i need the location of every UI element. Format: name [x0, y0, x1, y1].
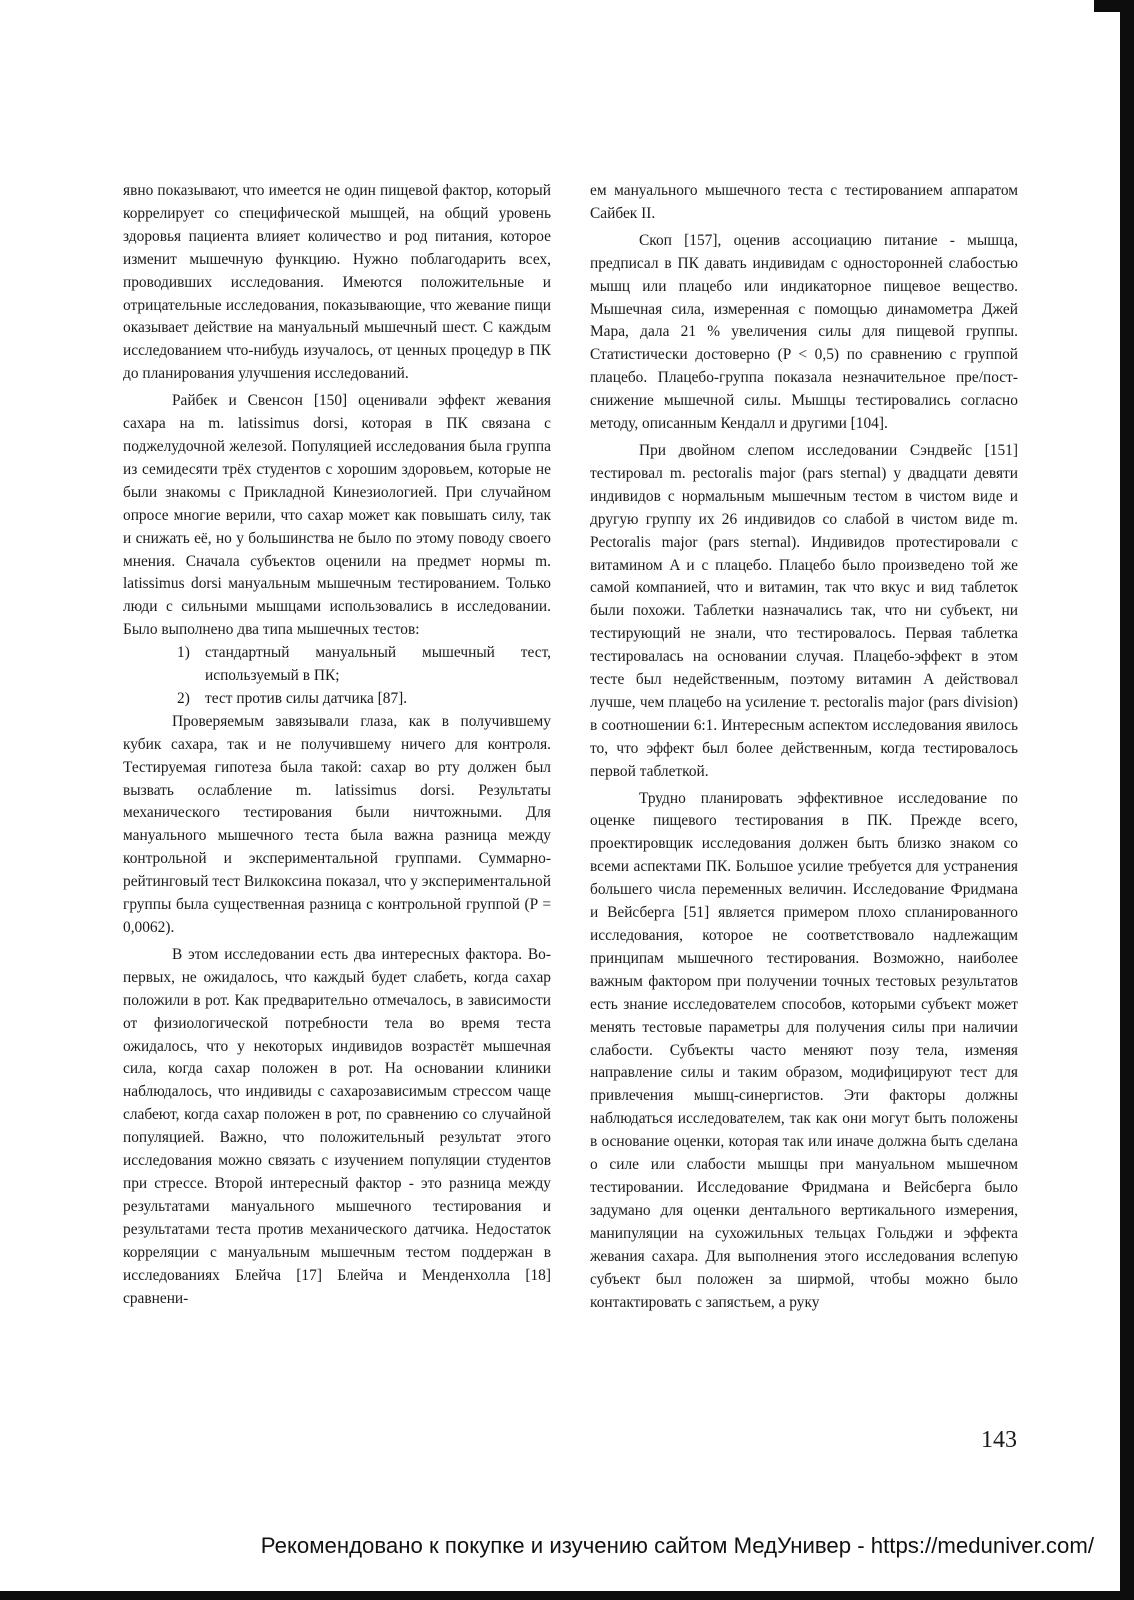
- paragraph: Проверяемым завязывали глаза, как в получившему кубик сахара, так и не получившему ничего для контроля. Тестируемая гипотеза была такой: сахар во рту должен был вызвать ослабление m. latissimus dorsi. Результаты механического тестирования были ничтожными. Для мануального мышечного теста была важна разница между контрольной и экспериментальной группами. Суммарно-рейтинговый тест Вилкоксина показал, что у экспериментальной группы была существенная разница с контрольной группой (P = 0,0062).: [123, 712, 551, 936]
- list-item: [123, 688, 551, 711]
- scan-border-bottom: [0, 1591, 1134, 1600]
- paragraph: Райбек и Свенсон [150] оценивали эффект жевания сахара на m. latissimus dorsi, которая в ПК связана с поджелудочной железой. Популяцией исследования была группа из семидесяти трёх студентов с хорошим здоровьем, которые не были знакомы с Прикладной Кинезиологией. При случайном опросе многие верили, что сахар может как повышать силу, так и снижать её, но у большинства не было по этому поводу своего мнения. Сначала субъектов оценили на предмет нормы m. latissimus dorsi мануальным мышечным тестированием. Только люди с сильными мышцами использовались в исследовании. Было выполнено два типа мышечных тестов:: [123, 392, 551, 639]
- list-text: тест против силы датчика [87].: [205, 689, 408, 707]
- list-number: 2): [177, 689, 190, 707]
- right-column: [590, 180, 1018, 1314]
- list-number: 1): [177, 644, 190, 662]
- paragraph: Трудно планировать эффективное исследование по оценке пищевого тестирования в ПК. Прежде всего, проектировщик исследования должен быть близко знаком со всеми аспектами ПК. Большое усилие требуется для устранения большего числа переменных величин. Исследование Фридмана и Вейсберга [51] является примером плохо спланированного исследования, которое не соответствовало надлежащим принципам мышечного тестирования. Возможно, наиболее важным фактором при получении точных тестовых результатов есть знание исследователем способов, которыми субъект может менять тестовые параметры для получения силы при наличии слабости. Субъекты часто меняют позу тела, изменяя направление силы и таким образом, модифицируют тест для привлечения мышц-синергистов. Эти факторы должны наблюдаться исследователем, так как они могут быть положены в основание оценки, которая так или иначе должна быть сделана о силе или слабости мышцы при мануальном мышечном тестировании. Исследование Фридмана и Вейсберга было задумано для оценки дентального вертикального измерения, манипуляции на сухожильных тельцах Гольджи и эффекта жевания сахара. Для выполнения этого исследования вслепую субъект был положен за ширмой, чтобы можно было контактировать с запястьем, а руку: [590, 789, 1018, 1311]
- scan-border-right: [1120, 0, 1134, 1600]
- list-text: стандартный мануальный мышечный тест, используемый в ПК;: [205, 644, 551, 685]
- paragraph: ем мануального мышечного теста с тестированием аппаратом Сайбек II.: [590, 182, 1018, 222]
- paragraph: Скоп [157], оценив ассоциацию питание - мышца, предписал в ПК давать индивидам с односторонней слабостью мышц или плацебо или индикаторное пищевое вещество. Мышечная сила, измеренная с помощью динамометра Джей Мара, дала 21 % увеличения силы для пищевой группы. Статистически достоверно (P < 0,5) по сравнению с группой плацебо. Плацебо-группа показала незначительное пре/пост-снижение мышечной силы. Мышцы тестировались согласно методу, описанным Кендалл и другими [104].: [590, 231, 1018, 433]
- left-column: [123, 180, 551, 1310]
- paragraph: При двойном слепом исследовании Сэндвейс [151] тестировал m. pectoralis major (pars sternal) у двадцати девяти индивидов с нормальным мышечным тестом в чистом виде и другую группу их 26 индивидов со слабой в чистом виде m. Pectoralis major (pars sternal). Индивидов протестировали с витамином A и с плацебо. Плацебо было произведено той же самой компанией, что и витамин, так что вкус и вид таблеток были похожи. Таблетки назначались так, что ни субъект, ни тестирующий не знали, что тестировалось. Первая таблетка тестировалась на основании случая. Плацебо-эффект в этом тесте был недейственным, поэтому витамин A действовал лучше, чем плацебо на усиление т. pectoralis major (pars division) в соотношении 6:1. Интересным аспектом исследования явилось то, что эффект был более действенным, когда тестировалось первой таблеткой.: [590, 441, 1018, 780]
- paragraph: В этом исследовании есть два интересных фактора. Во-первых, не ожидалось, что каждый будет слабеть, когда сахар положили в рот. Как предварительно отмечалось, в зависимости от физиологической потребности тела во время теста ожидалось, что у некоторых индивидов возрастёт мышечная сила, когда сахар положен в рот. На основании клиники наблюдалось, что индивиды с сахарозависимым стрессом чаще слабеют, когда сахар положен в рот, по сравнению со случайной популяцией. Важно, что положительный результат этого исследования можно связать с изучением популяции студентов при стрессе. Второй интересный фактор - это разница между результатами мануального мышечного тестирования и результатами теста против механического датчика. Недостаток корреляции с мануальным мышечным тестом поддержан в исследованиях Блейча [17] Блейча и Менденхолла [18] сравнени-: [123, 945, 551, 1307]
- page-number: 143: [981, 1427, 1017, 1453]
- paragraph: явно показывают, что имеется не один пищевой фактор, который коррелирует со специфической мышцей, на общий уровень здоровья пациента влияет количество и род питания, которое изменит мышечную функцию. Нужно поблагодарить всех, проводивших исследования. Имеются положительные и отрицательные исследования, показывающие, что жевание пищи оказывает действие на мануальный мышечный шест. С каждым исследованием что-нибудь изучалось, от ценных процедур в ПК до планирования улучшения исследований.: [123, 182, 551, 383]
- list-item: [123, 642, 551, 688]
- footer-recommendation: Рекомендовано к покупке и изучению сайтом МедУнивер - https://meduniver.com/: [260, 1533, 1094, 1558]
